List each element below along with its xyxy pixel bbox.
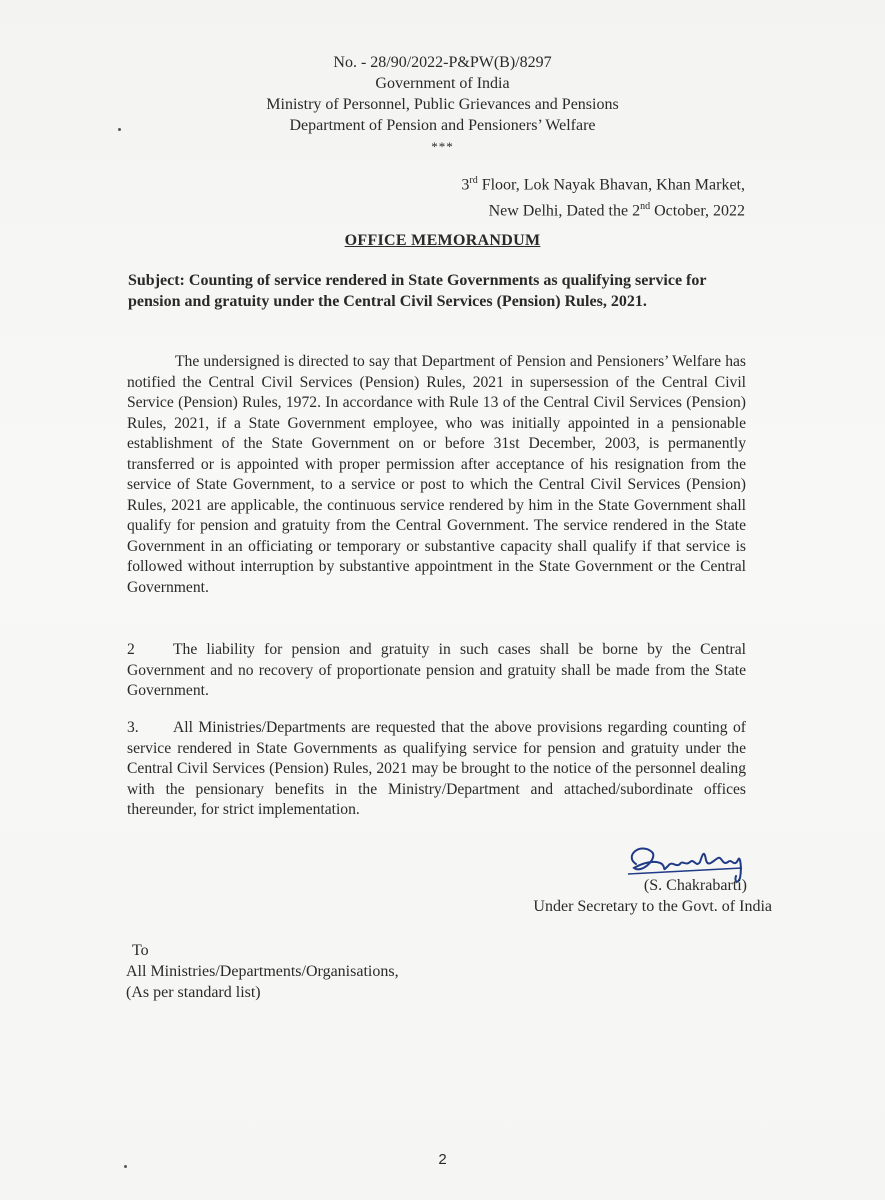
subject-block [128,270,748,312]
subject-text: Counting of service rendered in State Governments as qualifying service for pension and gratuity under the Central Civil Services (Pension) Rules, 2021. [128,272,707,310]
scan-speck [124,1165,127,1168]
header-separator: *** [431,139,454,154]
floor-number: 3 [461,176,470,194]
signatory-designation: Under Secretary to the Govt. of India [533,898,772,915]
paragraph-1: The undersigned is directed to say that Department of Pension and Pensioners’ Welfare has notified the Central Civil Services (Pension) Rules, 2021 in supersession of the Central Civil Service (Pension) Rules, 1972. In accordance with Rule 13 of the Central Civil Services (Pension) Rules, 2021, if a State Government employee, who was initially appointed in a pensionable establishment of the State Government on or before 31st December, 2003, is permanently transferred or is appointed with proper permission after acceptance of his resignation from the service of State Government, to a service or post to which the Central Civil Services (Pension) Rules, 2021 are applicable, the continuous service rendered by him in the State Government shall qualify for pension and gratuity from the Central Government. The service rendered in the State Government in an officiating or temporary or substantive capacity shall qualify if that service is followed without interruption by substantive appointment in the State Government or the Central Government. [127,353,746,596]
paragraph-2 [127,640,746,702]
page-number: 2 [438,1151,447,1168]
addressee-line-1: All Ministries/Departments/Organisations, [126,963,399,980]
letter-header [0,52,885,157]
date-prefix: New Delhi, Dated the 2 [488,202,641,220]
paragraph-2-text: The liability for pension and gratuity in such cases shall be borne by the Central Government and no recovery of proportionate pension and gratuity shall be made from the State Government. [127,641,746,699]
addressee-block [126,940,399,1003]
government-line: Government of India [375,75,510,92]
address-line-2 [461,196,745,222]
signatory-name: (S. Chakrabarti) [643,877,747,894]
office-address [461,170,745,223]
floor-suffix: rd [469,175,478,186]
ministry-line: Ministry of Personnel, Public Grievances and Pensions [266,96,619,113]
reference-number: No. - 28/90/2022-P&PW(B)/8297 [333,54,552,71]
paragraph-3-text: All Ministries/Departments are requested that the above provisions regarding counting of service rendered in State Governments as qualifying service for pension and gratuity under the Central Civil Services (Pension) Rules, 2021 may be brought to the notice of the personnel dealing with the pensionary benefits in the Ministry/Department and attached/subordinate offices thereunder, for strict implementation. [127,719,746,818]
addressee-to: To [132,942,149,959]
subject-label: Subject: [128,272,185,289]
addressee-line-2: (As per standard list) [126,984,261,1001]
department-line: Department of Pension and Pensioners’ Welfare [289,117,596,134]
date-suffix: October, 2022 [650,202,745,220]
paragraph-3 [127,718,746,821]
address-street: Floor, Lok Nayak Bhavan, Khan Market, [477,176,745,194]
memo-title: OFFICE MEMORANDUM [344,232,541,249]
paragraph-3-number: 3. [127,719,139,736]
day-suffix: nd [640,201,651,213]
address-line-1 [461,170,745,196]
scan-speck [118,128,121,131]
paragraph-2-number: 2 [127,641,135,658]
